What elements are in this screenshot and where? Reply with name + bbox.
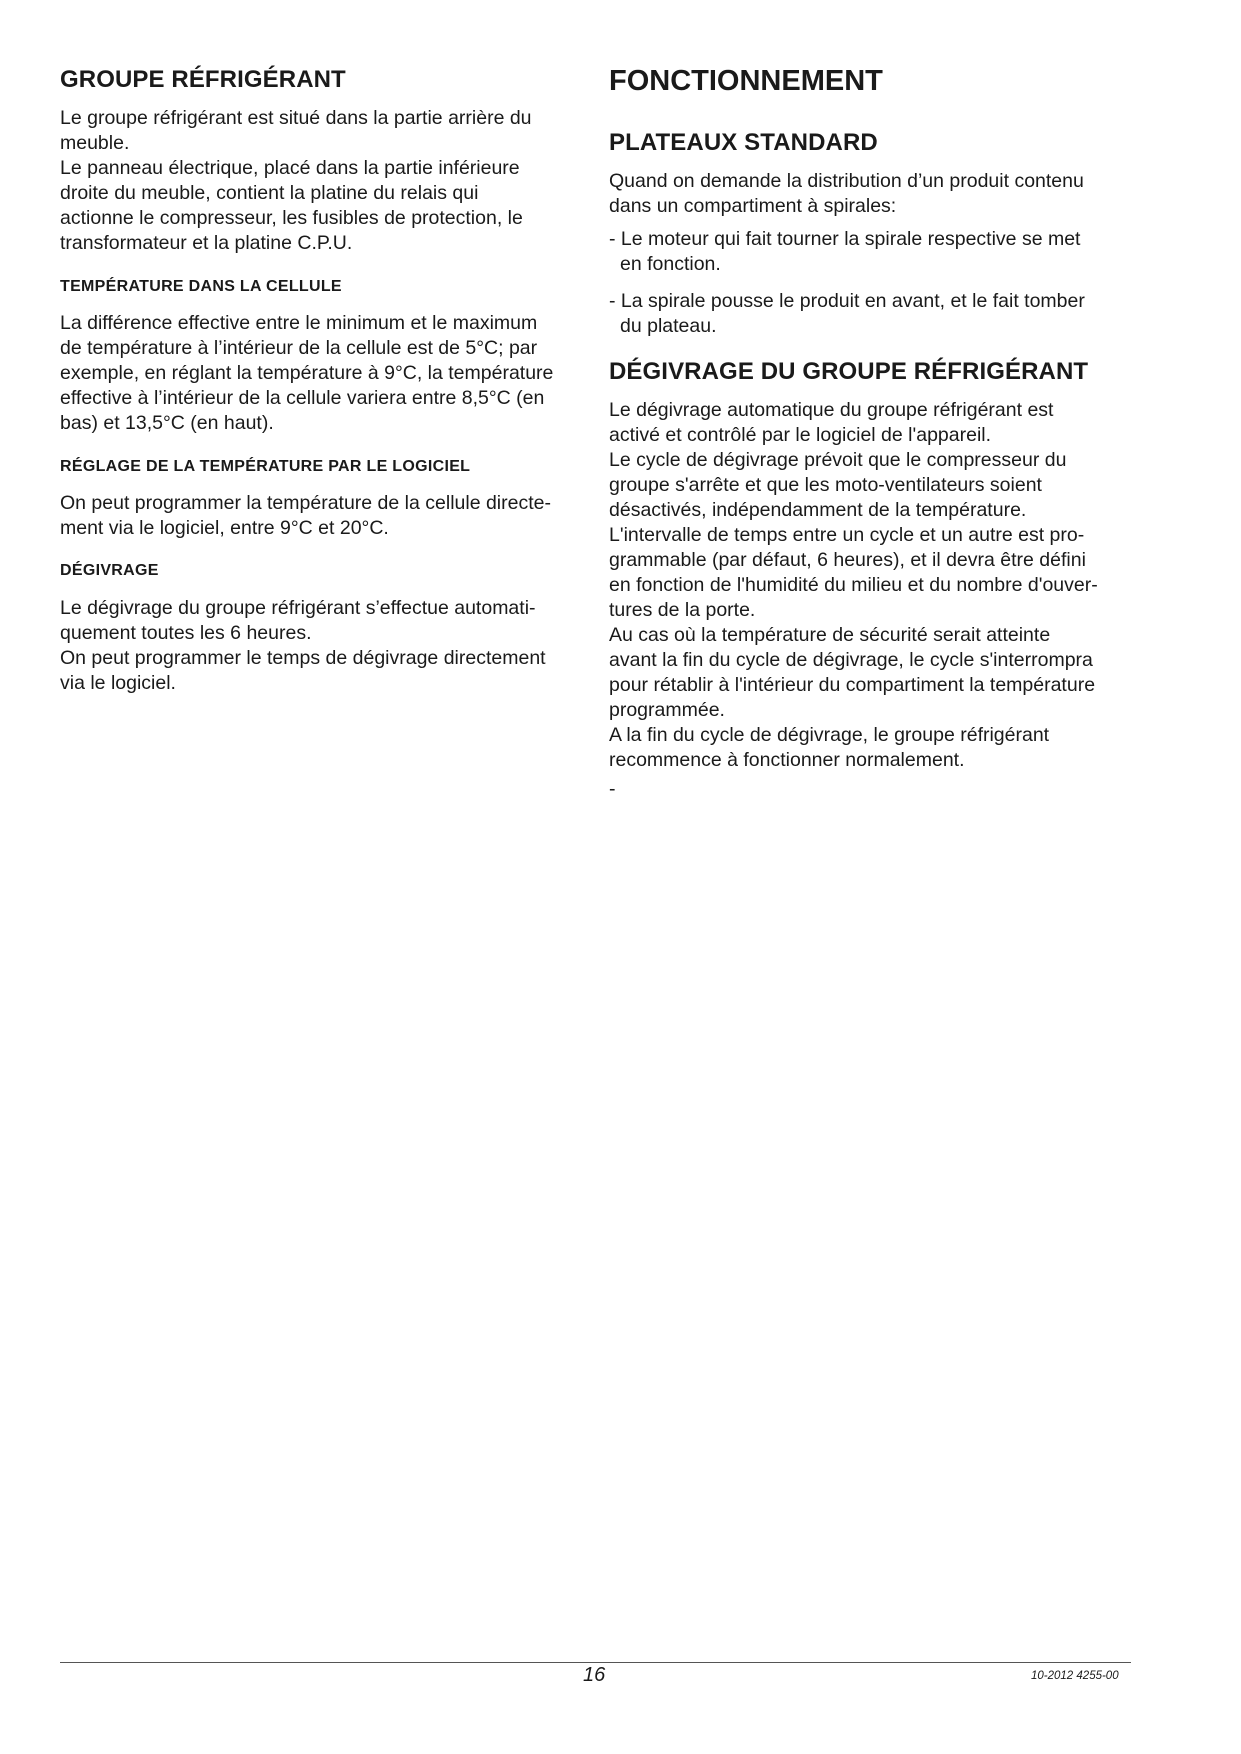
text-line: en fonction de l'humidité du milieu et du nombre d'ouver- xyxy=(609,574,1098,596)
subheading-degivrage-groupe: DÉGIVRAGE DU GROUPE RÉFRIGÉRANT xyxy=(609,358,1089,385)
text-line: actionne le compresseur, les fusibles de protection, le xyxy=(60,207,523,229)
text-line: ment via le logiciel, entre 9°C et 20°C. xyxy=(60,517,389,539)
trailing-dash: - xyxy=(609,778,616,800)
text-line: quement toutes les 6 heures. xyxy=(60,622,312,644)
text-line: Le groupe réfrigérant est situé dans la partie arrière du xyxy=(60,107,532,129)
text-line: groupe s'arrête et que les moto-ventilateurs soient xyxy=(609,474,1042,496)
text-line: recommence à fonctionner normalement. xyxy=(609,749,965,771)
text-line: avant la fin du cycle de dégivrage, le cycle s'interrompra xyxy=(609,649,1093,671)
text-line: transformateur et la platine C.P.U. xyxy=(60,232,353,254)
degivrage-groupe-paragraph xyxy=(609,398,1098,773)
subheading-reglage-temperature: RÉGLAGE DE LA TEMPÉRATURE PAR LE LOGICIEL xyxy=(60,458,471,475)
text-line: Le dégivrage automatique du groupe réfrigérant est xyxy=(609,399,1054,421)
text-line: A la fin du cycle de dégivrage, le groupe réfrigérant xyxy=(609,724,1050,746)
text-line: meuble. xyxy=(60,132,130,154)
reglage-paragraph xyxy=(60,491,551,541)
text-line: On peut programmer le temps de dégivrage directement xyxy=(60,647,546,669)
text-line: de température à l’intérieur de la cellule est de 5°C; par xyxy=(60,337,538,359)
section-heading-groupe-refrigerant: GROUPE RÉFRIGÉRANT xyxy=(60,66,346,93)
text-line: Le dégivrage du groupe réfrigérant s’effectue automati- xyxy=(60,597,536,619)
list-item xyxy=(609,289,1140,339)
text-line: activé et contrôlé par le logiciel de l'appareil. xyxy=(609,424,992,446)
footer-divider xyxy=(60,1662,1131,1663)
plateaux-paragraph xyxy=(609,169,1084,219)
intro-paragraph xyxy=(60,106,532,256)
text-line: L'intervalle de temps entre un cycle et un autre est pro- xyxy=(609,524,1085,546)
subheading-plateaux-standard: PLATEAUX STANDARD xyxy=(609,129,878,156)
bullet-line: du plateau. xyxy=(620,315,717,337)
text-line: effective à l’intérieur de la cellule variera entre 8,5°C (en xyxy=(60,387,545,409)
text-line: Le cycle de dégivrage prévoit que le compresseur du xyxy=(609,449,1067,471)
text-line: Quand on demande la distribution d’un produit contenu xyxy=(609,170,1084,192)
subheading-temperature-cellule: TEMPÉRATURE DANS LA CELLULE xyxy=(60,278,342,295)
bullet-line: en fonction. xyxy=(620,253,721,275)
text-line: via le logiciel. xyxy=(60,672,176,694)
document-reference: 10-2012 4255-00 xyxy=(1031,1670,1119,1682)
text-line: désactivés, indépendamment de la température. xyxy=(609,499,1027,521)
text-line: Le panneau électrique, placé dans la partie inférieure xyxy=(60,157,520,179)
text-line: droite du meuble, contient la platine du relais qui xyxy=(60,182,479,204)
text-line: Au cas où la température de sécurité serait atteinte xyxy=(609,624,1051,646)
text-line: programmée. xyxy=(609,699,725,721)
text-line: On peut programmer la température de la cellule directe- xyxy=(60,492,551,514)
degivrage-paragraph xyxy=(60,596,546,696)
text-line: dans un compartiment à spirales: xyxy=(609,195,897,217)
text-line: bas) et 13,5°C (en haut). xyxy=(60,412,274,434)
bullet-line: - La spirale pousse le produit en avant, et le fait tomber xyxy=(609,290,1085,312)
text-line: pour rétablir à l'intérieur du compartiment la température xyxy=(609,674,1096,696)
text-line: tures de la porte. xyxy=(609,599,756,621)
subheading-degivrage: DÉGIVRAGE xyxy=(60,562,159,579)
text-line: grammable (par défaut, 6 heures), et il devra être défini xyxy=(609,549,1086,571)
page-number: 16 xyxy=(583,1664,606,1686)
list-item xyxy=(609,227,1140,277)
text-line: La différence effective entre le minimum et le maximum xyxy=(60,312,538,334)
bullet-line: - Le moteur qui fait tourner la spirale respective se met xyxy=(609,228,1081,250)
section-heading-fonctionnement: FONCTIONNEMENT xyxy=(609,65,883,97)
text-line: exemple, en réglant la température à 9°C, la température xyxy=(60,362,554,384)
temperature-paragraph xyxy=(60,311,553,436)
